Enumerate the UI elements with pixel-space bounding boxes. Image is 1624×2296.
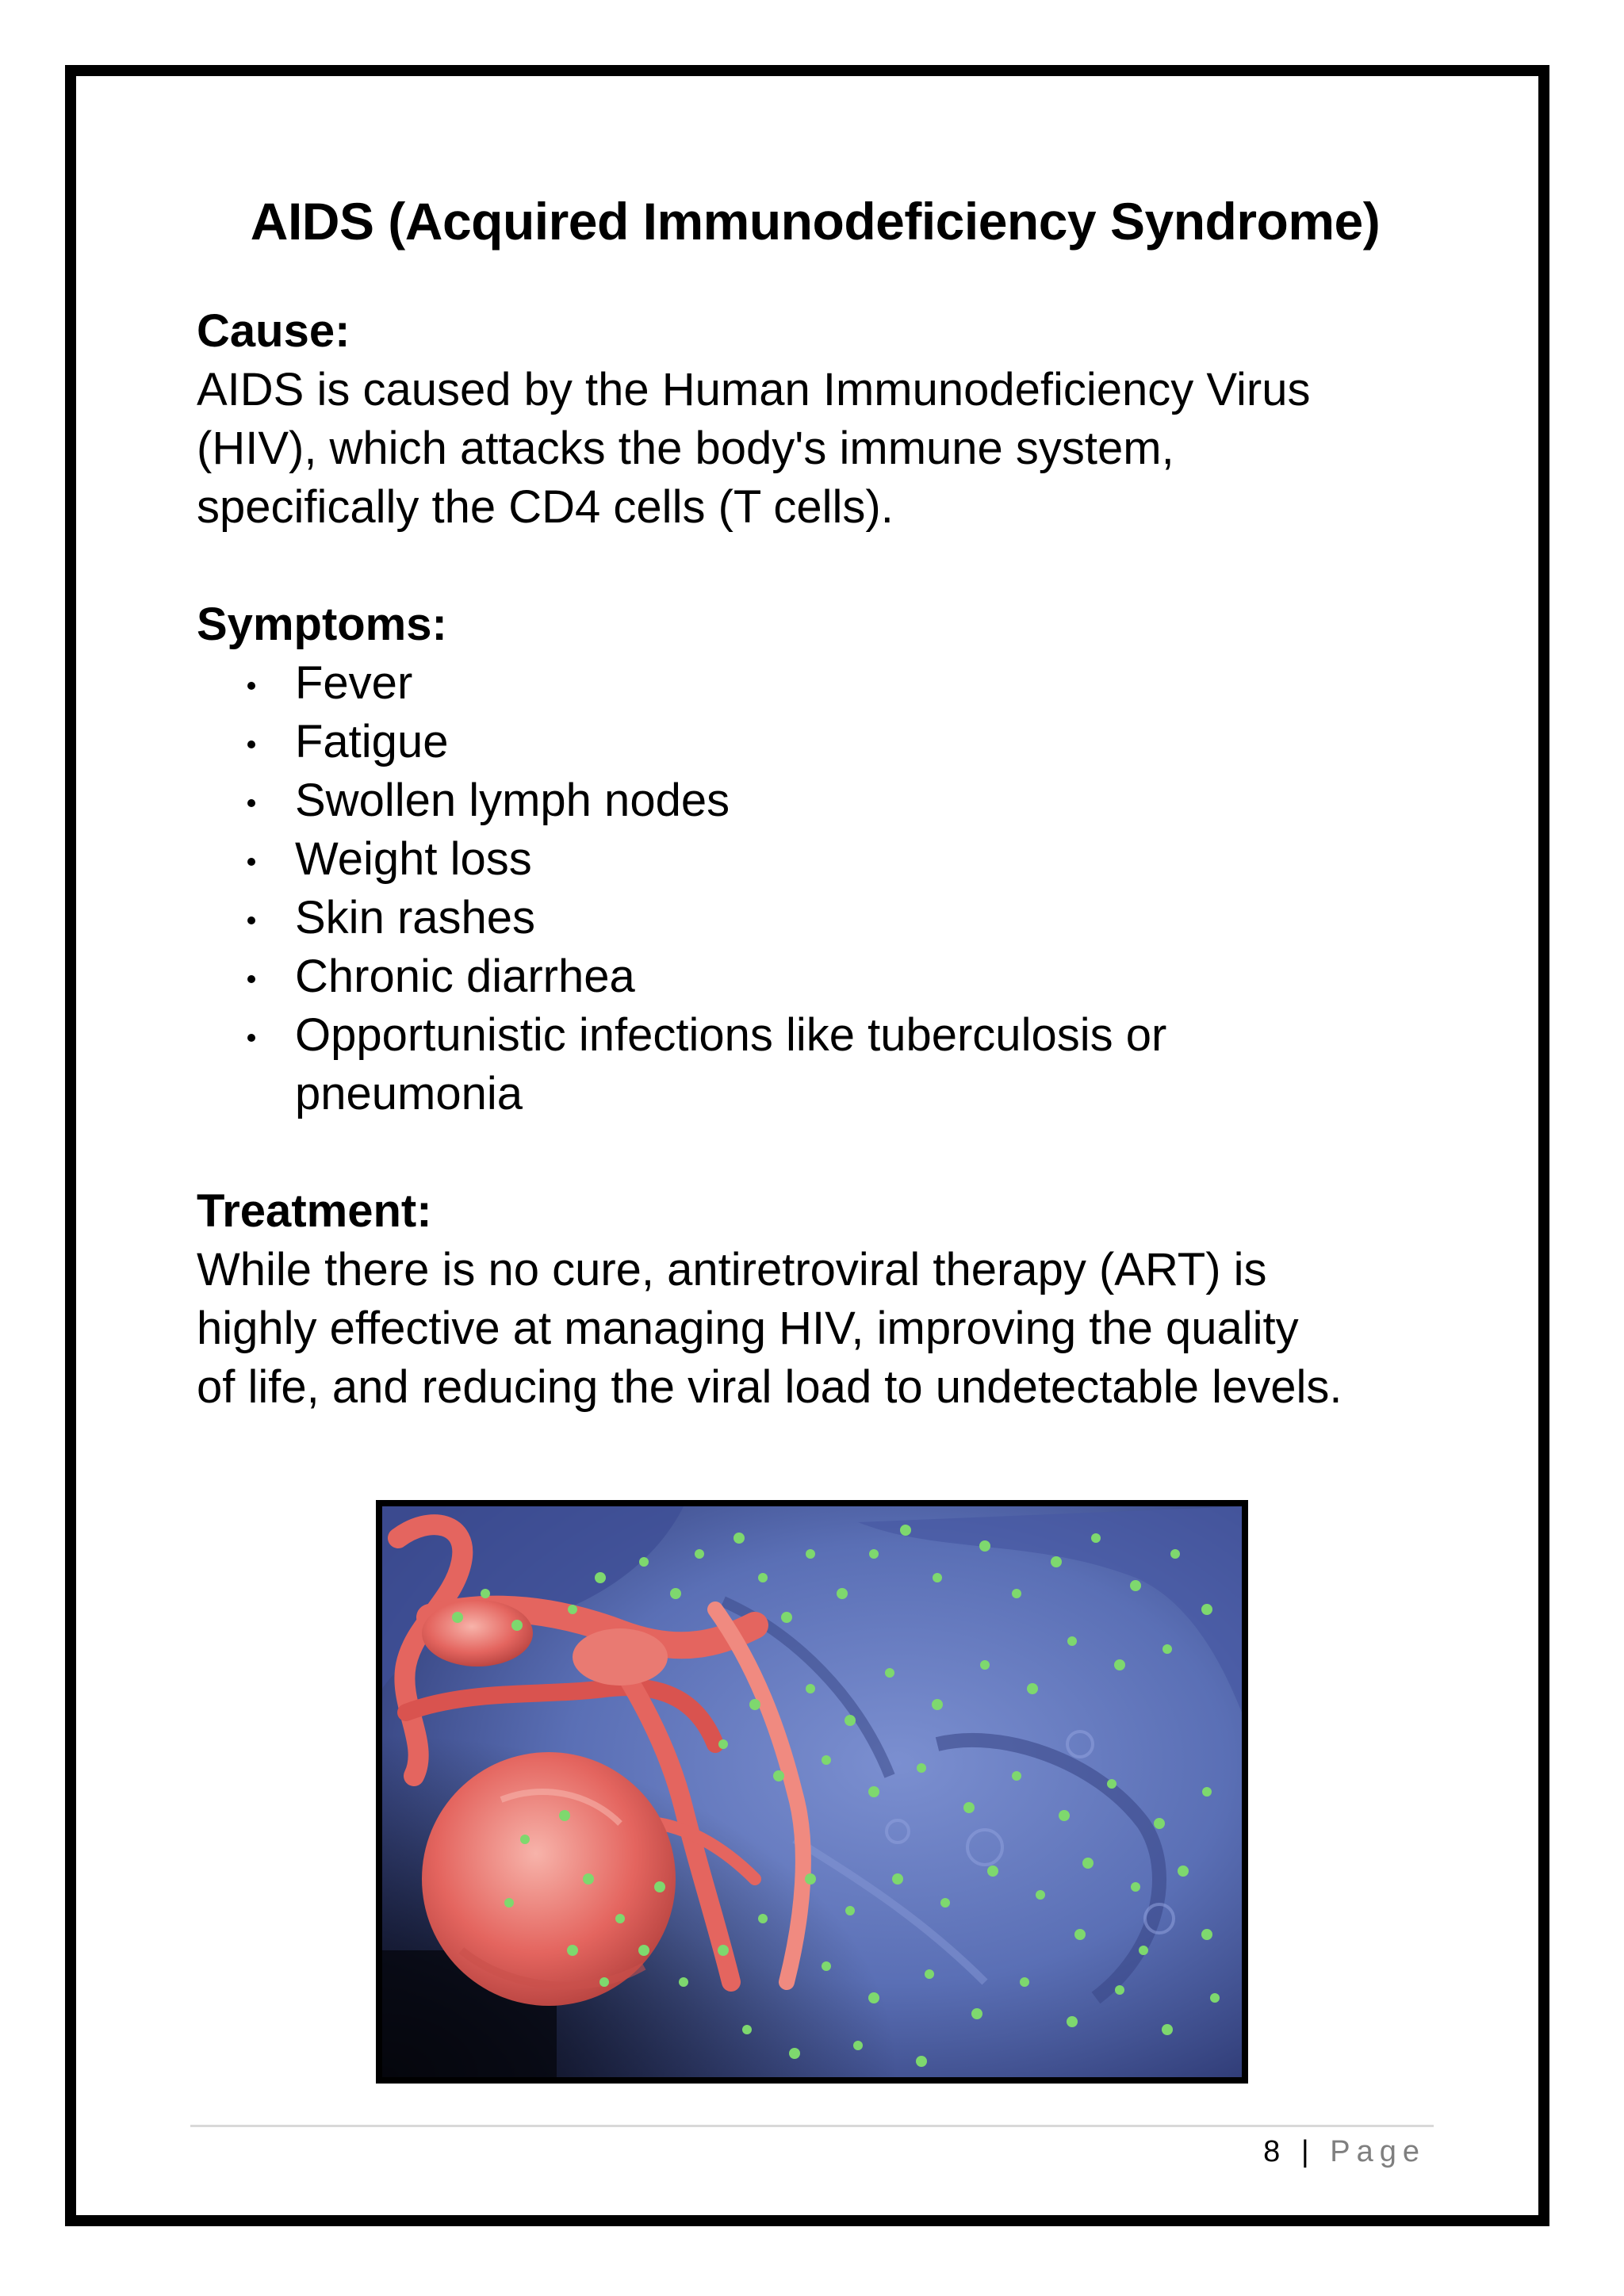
footer-divider xyxy=(190,2125,1434,2127)
symptom-item: Weight loss xyxy=(244,830,1434,889)
treatment-line: of life, and reducing the viral load to undetectable levels. xyxy=(197,1361,1342,1414)
treatment-heading: Treatment: xyxy=(197,1185,432,1238)
micrograph-illustration xyxy=(382,1506,1242,2077)
document-title: AIDS (Acquired Immunodeficiency Syndrome) xyxy=(250,192,1381,251)
cause-line: specifically the CD4 cells (T cells). xyxy=(197,481,894,534)
symptoms-heading: Symptoms: xyxy=(197,599,447,651)
cause-section xyxy=(197,302,1434,537)
page-number-footer xyxy=(1263,2131,1426,2172)
symptom-item: Skin rashes xyxy=(244,889,1434,947)
treatment-section xyxy=(197,1182,1434,1417)
treatment-line: While there is no cure, antiretroviral therapy (ART) is xyxy=(197,1244,1267,1296)
page-number: 8 xyxy=(1263,2135,1287,2168)
page-word: Page xyxy=(1330,2135,1426,2168)
symptom-item: Swollen lymph nodes xyxy=(244,771,1434,830)
cause-line: AIDS is caused by the Human Immunodeficiency Virus xyxy=(197,364,1311,416)
treatment-line: highly effective at managing HIV, improving the quality xyxy=(197,1303,1299,1355)
symptom-item: Chronic diarrhea xyxy=(244,947,1434,1006)
cause-heading: Cause: xyxy=(197,305,350,358)
symptom-item: Fever xyxy=(244,654,1434,713)
hiv-micrograph-image xyxy=(376,1500,1248,2084)
cause-line: (HIV), which attacks the body's immune system, xyxy=(197,423,1174,475)
page-separator: | xyxy=(1300,2135,1316,2168)
symptoms-list xyxy=(197,654,1434,1123)
symptom-item: Fatigue xyxy=(244,713,1434,771)
page-content xyxy=(197,190,1434,1417)
symptom-item: Opportunistic infections like tuberculosis or pneumonia xyxy=(244,1006,1434,1123)
symptoms-section xyxy=(197,595,1434,1123)
